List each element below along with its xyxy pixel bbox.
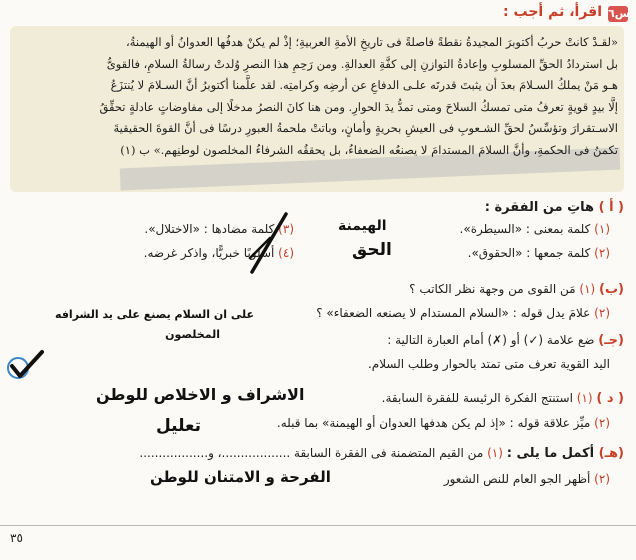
- passage-text: [14, 32, 618, 161]
- handwritten-answer-b2-line2: المخلصون: [165, 328, 220, 341]
- question-text: استنتج الفكرة الرئيسة للفقرة السابقة.: [381, 391, 573, 405]
- question-number: (٣): [278, 222, 294, 236]
- handwritten-answer-a2: الحق: [352, 240, 392, 260]
- question-text: كلمة بمعنى : «السيطرة».: [459, 222, 591, 236]
- handwritten-answer-b2-line1: على ان السلام يصنع على يد الشرافه: [55, 308, 254, 321]
- section-b-label: (ب): [599, 282, 624, 297]
- question-a1: [460, 222, 610, 236]
- question-text: من القيم المتضمنة فى الفقرة السابقة ..................، و..................: [139, 446, 484, 460]
- question-c: [387, 333, 624, 348]
- section-e-label: (هـ): [598, 446, 624, 461]
- question-number: (٤): [278, 246, 294, 260]
- passage-line: هـو مَنْ يملكُ السـلامَ بعدَ أن يثبتَ قدرتَه علـى الدفاعِ عن أرضِه وكرامتِه. لقد علَّمنا أكتوبرُ أنَّ السـلامَ لا يُنتزَعُ: [110, 78, 618, 92]
- question-number: (١): [576, 391, 593, 405]
- question-text: كلمة مضادها : «الاختلال».: [144, 222, 275, 236]
- question-d2: [277, 416, 610, 430]
- handwritten-answer-e2: الفرحة و الامتنان للوطن: [150, 468, 331, 486]
- question-e2: [444, 472, 610, 486]
- question-number: (٢): [594, 472, 610, 486]
- pen-strike-mark: [246, 208, 292, 278]
- footer-divider: [0, 525, 636, 526]
- section-c-label: (جـ): [598, 333, 624, 348]
- question-d1: [382, 391, 624, 406]
- handwritten-answer-a1: الهيمنة: [338, 218, 387, 234]
- page-number: ٣٥: [10, 531, 23, 545]
- question-text: مَن القوى من وجهة نظر الكاتب ؟: [409, 282, 576, 296]
- question-text: ميِّز علاقة قوله : «إذ لم يكن هدفها العدوان أو الهيمنة» بما قبله.: [276, 416, 591, 430]
- question-badge: س٦: [608, 7, 630, 20]
- question-b1: [409, 282, 624, 297]
- section-title: اقرأ، ثم أجب :: [503, 4, 602, 20]
- passage-line: إلَّا بيدٍ قويةٍ تعرفُ متى تمسكُ السلاحَ ومتى تمدُّ يدَ الحوارِ. ومن هنا كانَ النصرُ مدخلًا إلى مفاوضاتٍ عادلةٍ تحقِّقُ: [99, 99, 618, 114]
- question-text: علامَ يدل قوله : «السلام المستدام لا يصنعه الضعفاء» ؟: [316, 306, 591, 320]
- section-a-title: هاتِ من الفقرة :: [484, 200, 595, 215]
- passage-line: «لقـدْ كانتْ حربُ أكتوبرَ المجيدةُ نقطةً فاصلةً فى تاريخِ الأمةِ العربيةِ؛ إذْ لم يكنْ هدفُها العدوانُ أو الهيمنةُ،: [126, 35, 618, 49]
- question-number: (٢): [594, 246, 610, 260]
- statement-c: اليد القوية تعرف متى تمتد بالحوار وطلب السلام.: [367, 357, 610, 371]
- passage-line: الاسـتقرارَ وتؤسِّسُ لحقِّ الشـعوبِ فى العيشِ بحريةٍ وأمانٍ، وباتتْ ملحمةُ العبورِ درسًا فى أنَّ القوةَ الحقيقيةَ: [113, 121, 618, 135]
- handwritten-answer-d1: الاشراف و الاخلاص للوطن: [96, 385, 305, 404]
- handwritten-answer-d2: تعليل: [156, 416, 202, 436]
- question-number: (١): [579, 282, 596, 296]
- question-number: (١): [487, 446, 503, 460]
- question-a2: [468, 246, 610, 260]
- question-text: كلمة جمعها : «الحقوق».: [467, 246, 591, 260]
- check-mark-icon: [6, 348, 46, 384]
- passage-line: بل استردادُ الحقِّ المسلوبِ وإعادةُ التوازنِ إلى كفَّةِ العدالةِ. ومن رَحِمِ هذا النصرِ وُلدتْ رسالةُ السلامِ، فالقوىُّ: [106, 56, 618, 71]
- question-number: (٢): [594, 416, 610, 430]
- section-d-label: ( د ): [596, 391, 624, 406]
- section-a-label: ( أ ): [598, 200, 624, 215]
- question-e1: [139, 446, 624, 461]
- section-e-title: أكمل ما يلى :: [506, 446, 595, 461]
- section-a-heading: [485, 200, 624, 215]
- passage-line: تكمنُ فى الحكمةِ، وأنَّ السلامَ المستدامَ لا يصنعُه الضعفاءُ، بل يحققُه الشرفاءُ المخلصون لوطنِهم.» ب (١): [120, 142, 618, 157]
- question-text: أظهر الجو العام للنص الشعور: [443, 472, 591, 486]
- question-b2: [316, 306, 610, 320]
- question-number: (١): [594, 222, 610, 236]
- question-text: أسلوبًا خبريًّا، واذكر غرضه.: [143, 246, 275, 260]
- question-number: (٢): [594, 306, 610, 320]
- question-text: ضع علامة (✓) أو (✗) أمام العبارة التالية :: [387, 333, 595, 347]
